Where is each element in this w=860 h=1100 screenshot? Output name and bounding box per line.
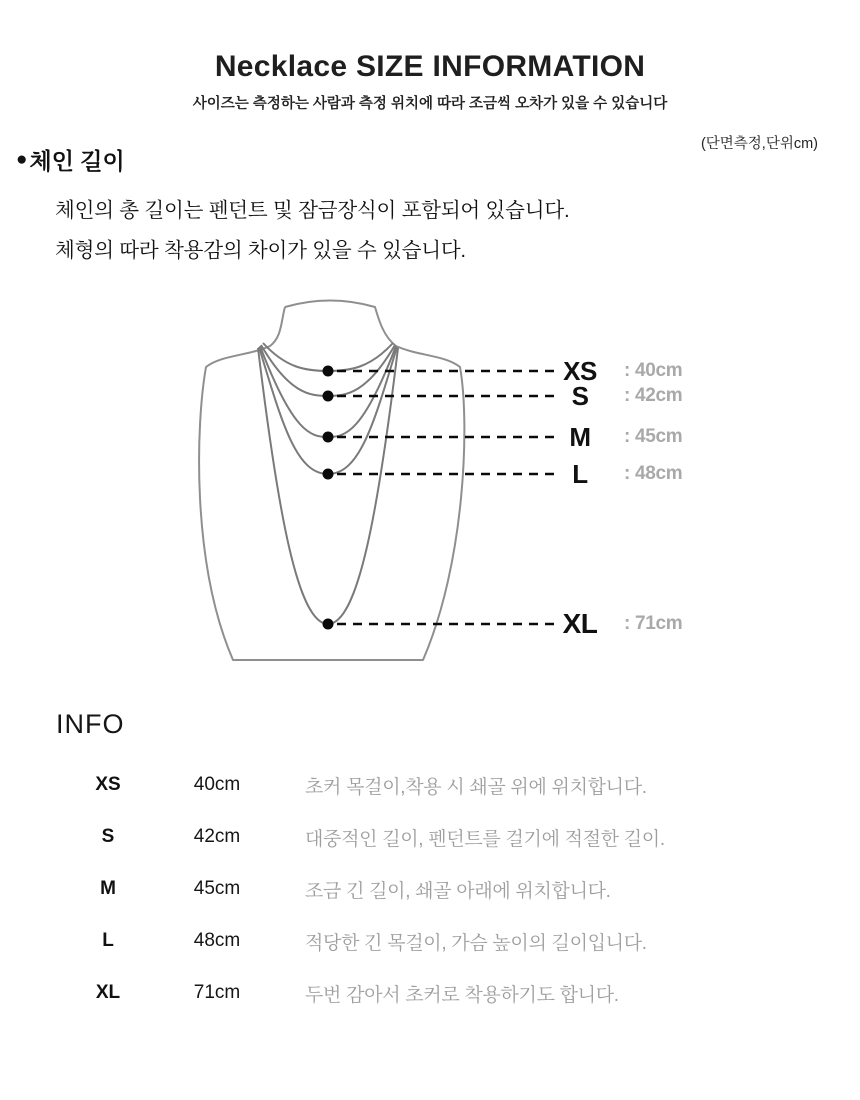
chain-length-note-1: 체인의 총 길이는 펜던트 및 잠금장식이 포함되어 있습니다.: [55, 199, 570, 222]
row-description: 적당한 긴 목걸이, 가슴 높이의 길이입니다.: [305, 932, 647, 954]
row-description: 조금 긴 길이, 쇄골 아래에 위치합니다.: [305, 880, 611, 902]
size-value: : 42cm: [624, 385, 683, 406]
row-size: S: [101, 826, 115, 847]
row-length: 42cm: [193, 826, 241, 847]
size-label: L: [572, 458, 588, 489]
endpoint-dot-m: [323, 432, 334, 443]
row-description: 두번 감아서 초커로 착용하기도 합니다.: [305, 984, 619, 1006]
info-heading: INFO: [56, 709, 125, 739]
size-value: : 48cm: [624, 463, 683, 484]
endpoint-dot-s: [323, 391, 334, 402]
diagram-label-s: [550, 379, 682, 413]
info-row-l: [0, 927, 860, 955]
row-size: XL: [95, 982, 121, 1003]
page-subtitle: 사이즈는 측정하는 사람과 측정 위치에 따라 조금씩 오차가 있을 수 있습니다: [192, 96, 668, 112]
row-length: 71cm: [193, 982, 241, 1003]
row-description: 초커 목걸이,착용 시 쇄골 위에 위치합니다.: [305, 776, 647, 798]
row-length: 40cm: [193, 774, 241, 795]
info-row-s: [0, 823, 860, 851]
row-description: 대중적인 길이, 펜던트를 걸기에 적절한 길이.: [305, 828, 665, 850]
measurement-unit-note: (단면측정,단위cm): [700, 136, 818, 152]
size-label: M: [569, 421, 591, 452]
info-row-xl: [0, 979, 860, 1007]
size-value: : 45cm: [624, 426, 683, 447]
size-value: : 71cm: [624, 613, 683, 634]
size-label: XL: [562, 608, 598, 639]
endpoint-dot-xs: [323, 366, 334, 377]
diagram-label-xl: [550, 607, 682, 641]
row-size: L: [102, 930, 114, 951]
bullet-dot-icon: ●: [16, 149, 28, 170]
section-title: 체인 길이: [29, 148, 125, 174]
row-size: XS: [95, 774, 121, 795]
chain-length-note-2: 체형의 따라 착용감의 차이가 있을 수 있습니다.: [55, 239, 466, 262]
size-value: : 40cm: [624, 360, 683, 381]
diagram-label-m: [550, 420, 682, 454]
endpoint-dot-l: [323, 469, 334, 480]
info-row-m: [0, 875, 860, 903]
row-length: 45cm: [193, 878, 241, 899]
info-row-xs: [0, 771, 860, 799]
row-length: 48cm: [193, 930, 241, 951]
size-label: S: [571, 380, 589, 411]
bust-outline: [199, 301, 464, 661]
section-chain-length: [16, 143, 125, 176]
necklace-length-diagram: [130, 283, 560, 683]
diagram-label-l: [550, 457, 682, 491]
row-size: M: [100, 878, 116, 899]
endpoint-dot-xl: [323, 619, 334, 630]
page-title: Necklace SIZE INFORMATION: [214, 50, 646, 83]
size-label: XS: [563, 355, 597, 386]
